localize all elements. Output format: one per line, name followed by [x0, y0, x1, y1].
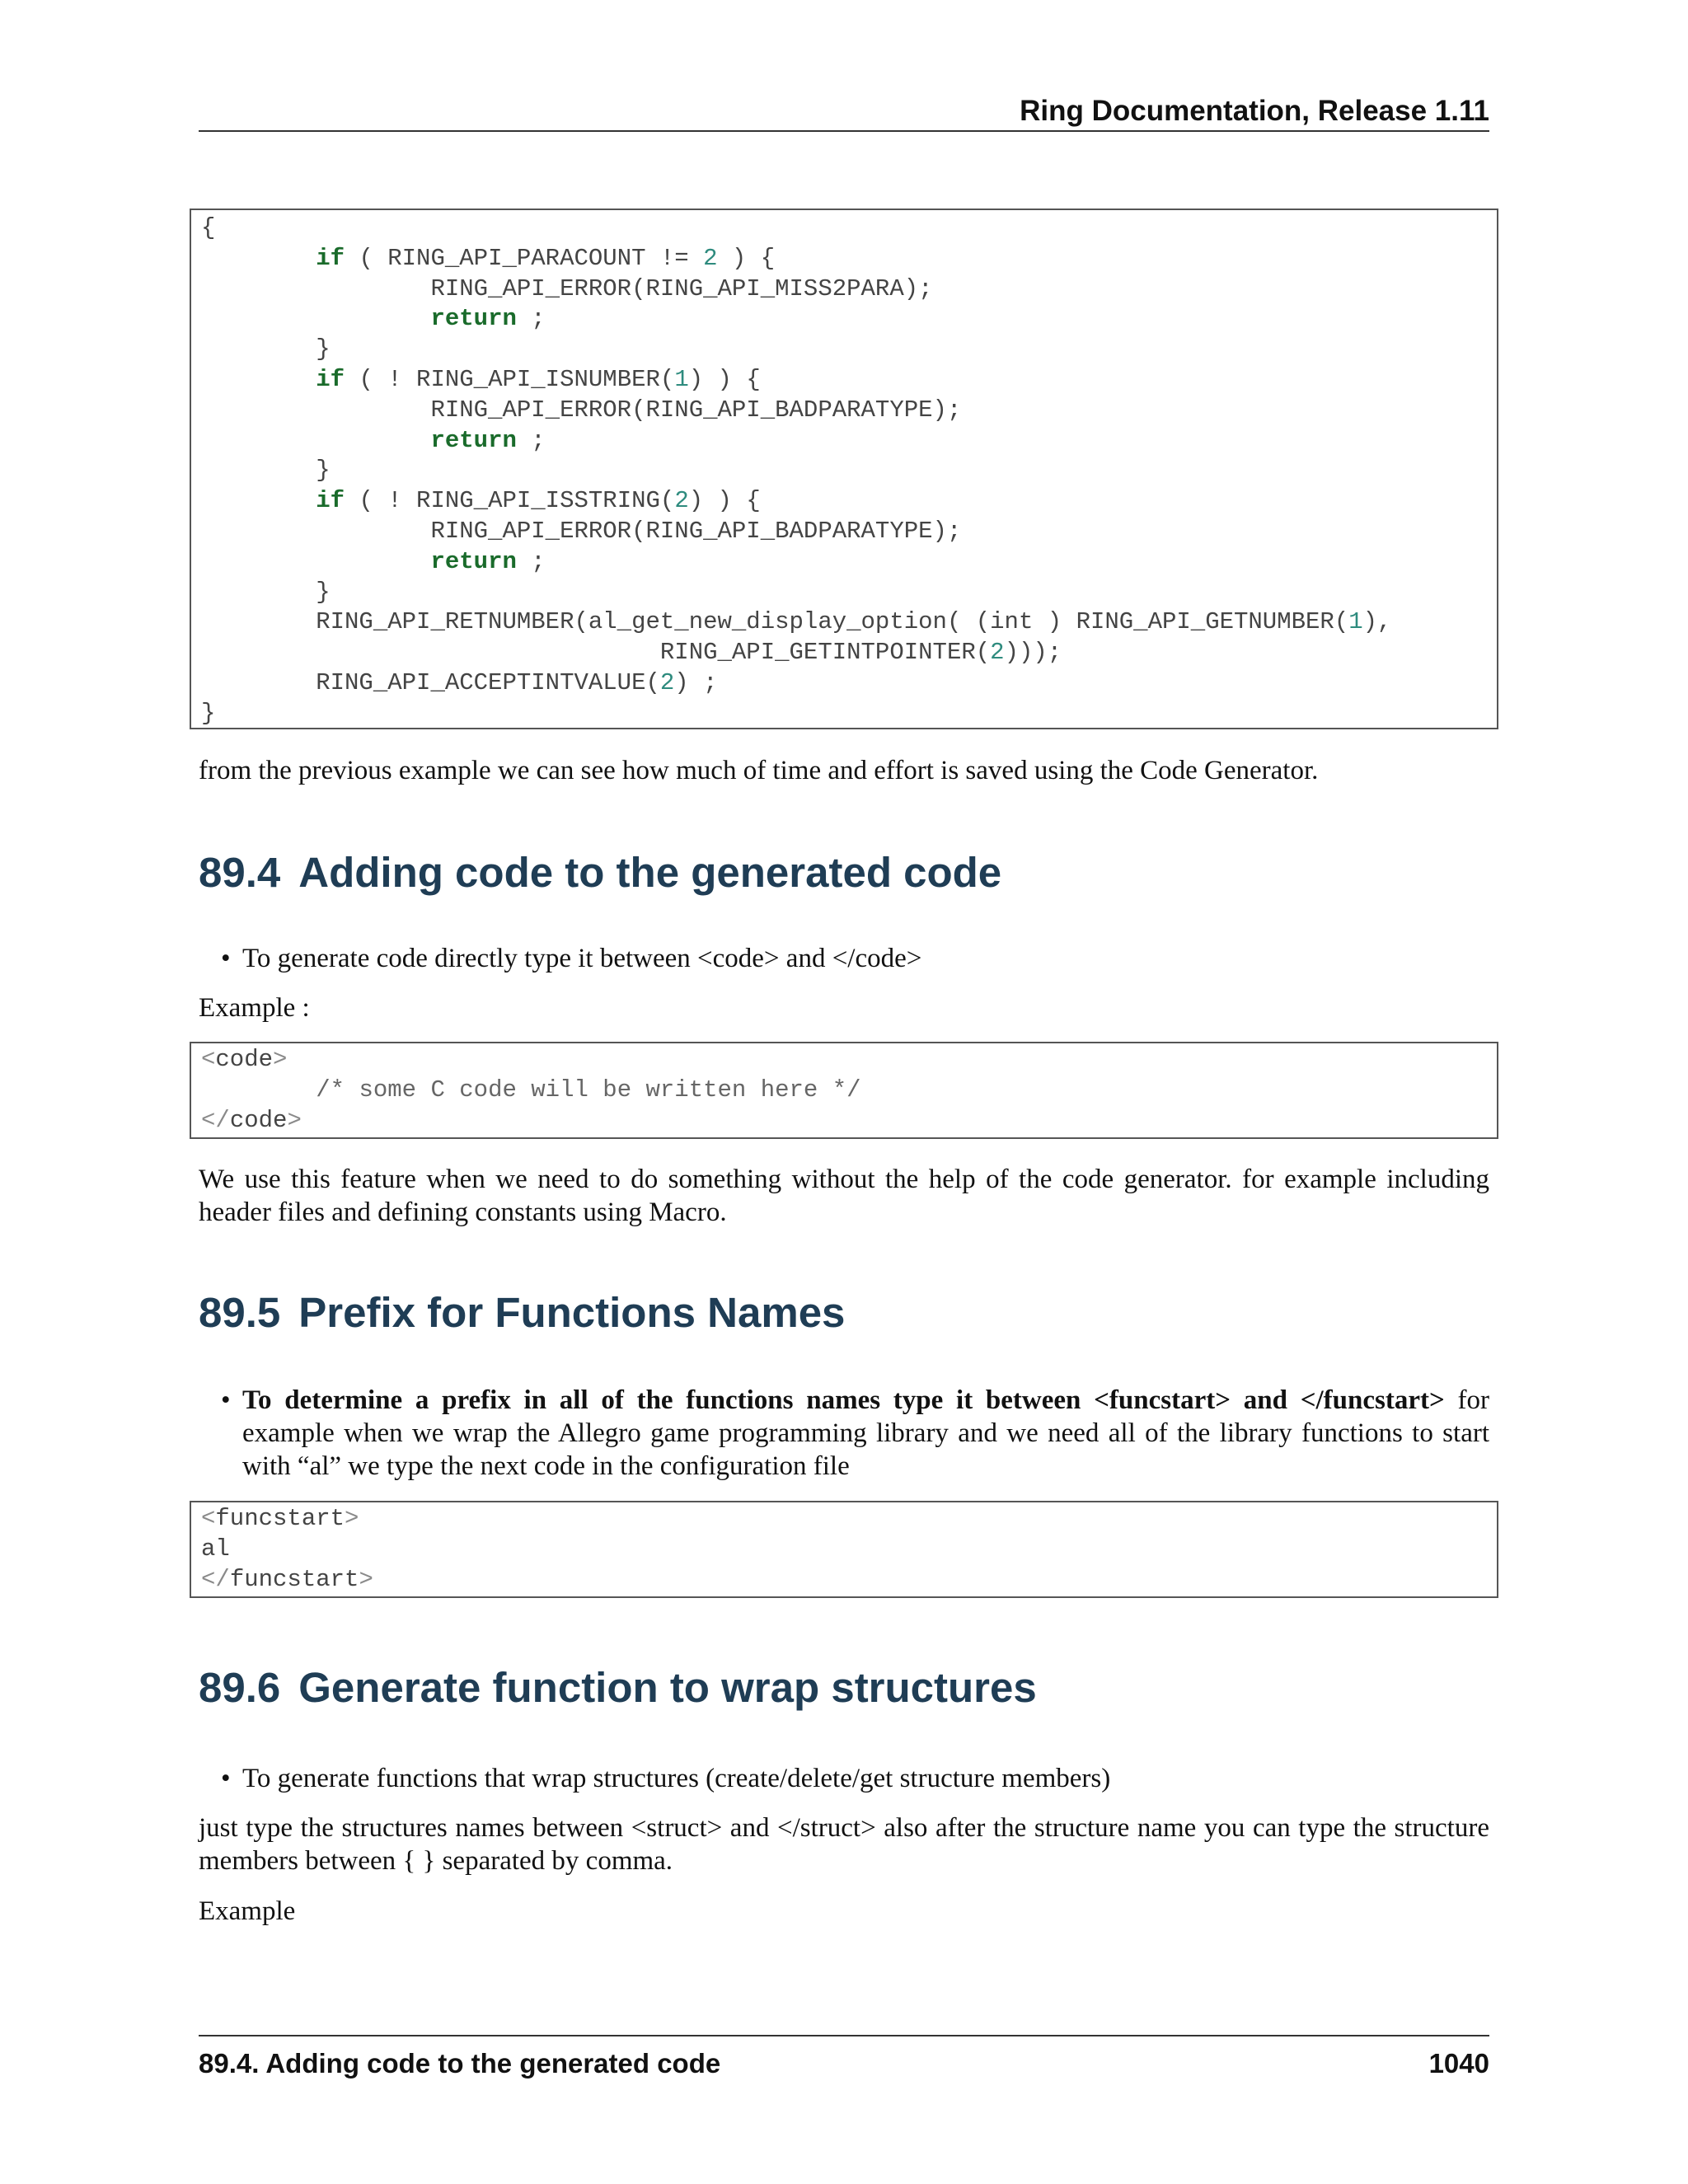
footer-section-title: 89.4. Adding code to the generated code: [199, 2048, 721, 2079]
bullet-dot: •: [221, 944, 231, 973]
section-number: 89.6: [199, 1664, 281, 1711]
bullet-text: for example when we wrap the Allegro game programming library and we need all of the library functions to start with “al” we type the next code in the configuration file: [242, 1385, 1489, 1481]
bullet-text: To generate code directly type it between <code> and </code>: [242, 944, 922, 973]
code-line: RING_API_RETNUMBER(al_get_new_display_option( (int ) RING_API_GETNUMBER(1),: [201, 608, 1392, 636]
code-line: RING_API_ERROR(RING_API_MISS2PARA);: [201, 274, 933, 302]
page-number: 1040: [1428, 2048, 1489, 2079]
example-label: Example: [199, 1896, 296, 1926]
code-line: RING_API_ACCEPTINTVALUE(2) ;: [201, 668, 718, 696]
code-line: }: [201, 578, 331, 606]
code-listing: [201, 213, 1487, 729]
code-line: {: [201, 214, 216, 241]
code-line: </funcstart>: [201, 1565, 373, 1593]
code-line: al: [201, 1535, 230, 1563]
bullet-item: [221, 942, 1489, 975]
bullet-dot: •: [221, 1764, 231, 1793]
code-line: return ;: [430, 426, 546, 454]
code-line: }: [201, 699, 216, 727]
code-block-funcstart: [190, 1501, 1498, 1598]
section-number: 89.5: [199, 1289, 281, 1336]
bullet-item: [221, 1384, 1489, 1483]
code-line: }: [201, 457, 331, 485]
code-line: RING_API_ERROR(RING_API_BADPARATYPE);: [201, 517, 962, 545]
intro-paragraph: from the previous example we can see how much of time and effort is saved using the Code Generator.: [199, 756, 1319, 785]
example-label: Example :: [199, 993, 310, 1023]
section-heading-89-5: [199, 1288, 845, 1338]
bullet-item: [221, 1762, 1489, 1795]
code-line: RING_API_GETINTPOINTER(2)));: [201, 639, 1062, 667]
section-number: 89.4: [199, 849, 281, 896]
section-title: Generate function to wrap structures: [298, 1664, 1037, 1711]
code-line: <funcstart>: [201, 1505, 359, 1532]
code-line: return ;: [430, 305, 546, 333]
section-heading-89-4: [199, 848, 1001, 898]
code-line: if ( ! RING_API_ISNUMBER(1) ) {: [316, 365, 761, 393]
code-line: return ;: [430, 547, 546, 575]
section-title: Prefix for Functions Names: [298, 1289, 846, 1336]
code-block-code-tag: [190, 1042, 1498, 1139]
code-line: /* some C code will be written here */: [316, 1076, 861, 1104]
code-listing: [201, 1504, 1487, 1595]
code-line: if ( RING_API_PARACOUNT != 2 ) {: [316, 244, 776, 272]
bullet-bold-term: To determine a prefix in all of the functions names type it between <funcstart> and </funcstart>: [242, 1385, 1445, 1415]
section-heading-89-6: [199, 1663, 1037, 1713]
paragraph-struct: just type the structures names between <struct> and </struct> also after the structure name you can type the structure members between { } separated by comma.: [199, 1813, 1489, 1876]
code-line: RING_API_ERROR(RING_API_BADPARATYPE);: [201, 396, 962, 424]
running-footer: [199, 2035, 1489, 2081]
code-block-api-example: [190, 209, 1498, 729]
code-listing: [201, 1045, 1487, 1136]
code-line: <code>: [201, 1046, 288, 1073]
bullet-dot: •: [221, 1385, 231, 1415]
code-line: }: [201, 335, 331, 363]
bullet-text: To generate functions that wrap structures (create/delete/get structure members): [242, 1764, 1111, 1793]
running-header: Ring Documentation, Release 1.11: [199, 92, 1489, 132]
paragraph-feature-usage: We use this feature when we need to do something without the help of the code generator. for example including header files and defining constants using Macro.: [199, 1165, 1489, 1227]
code-line: if ( ! RING_API_ISSTRING(2) ) {: [316, 487, 761, 515]
code-line: </code>: [201, 1106, 302, 1134]
section-title: Adding code to the generated code: [298, 849, 1002, 896]
